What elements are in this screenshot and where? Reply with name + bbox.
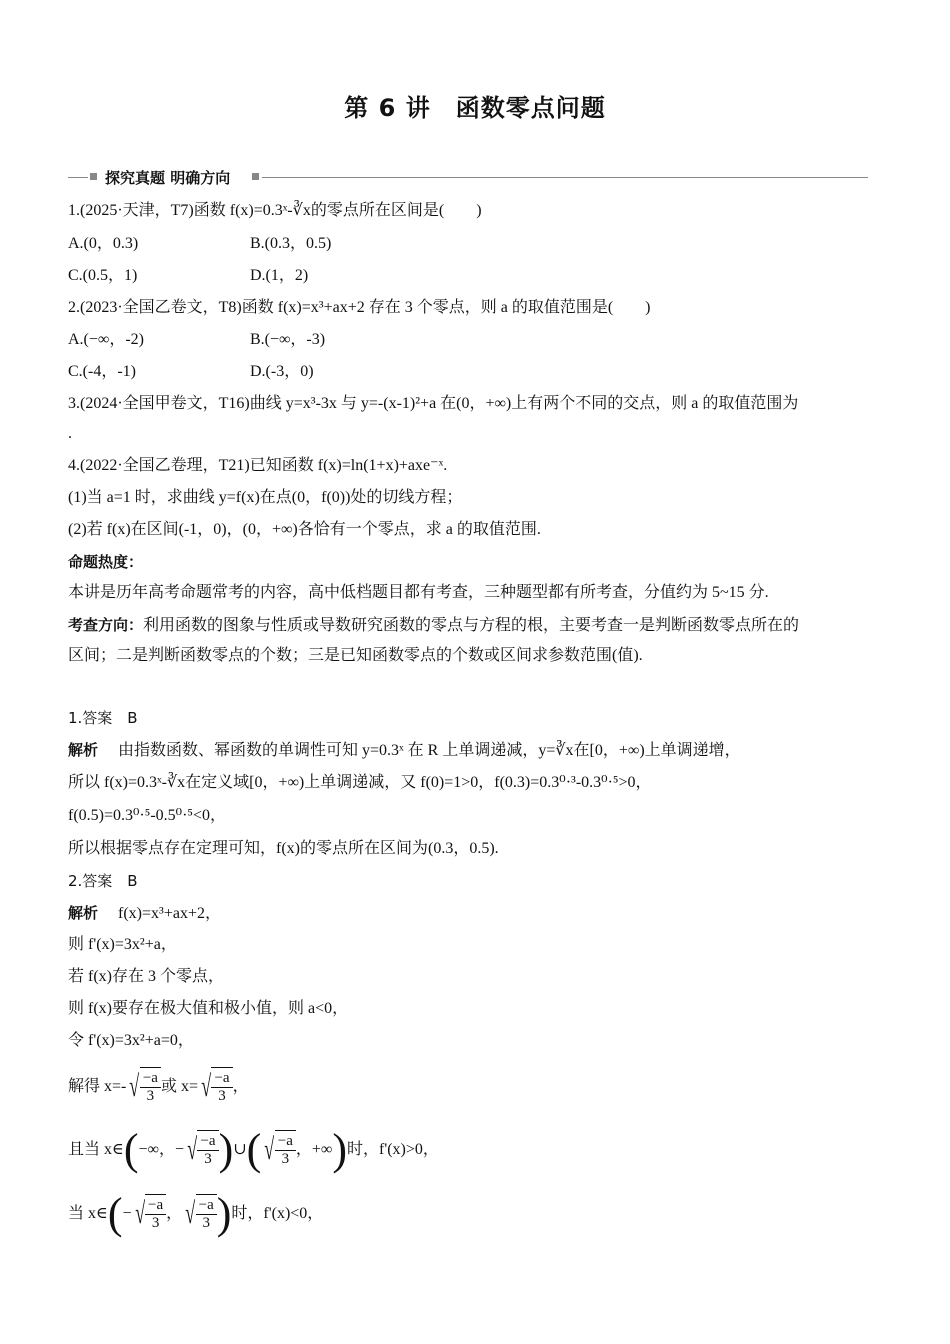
frac-den: 3 bbox=[202, 1215, 210, 1231]
q2-option-c: C.(-4，-1) bbox=[68, 363, 136, 380]
sqrt-neg-a-over-3 bbox=[198, 1067, 233, 1107]
page-title: 第 6 讲 函数零点问题 bbox=[344, 94, 606, 122]
minus-sign: − bbox=[122, 1205, 132, 1222]
divider-square-left bbox=[90, 173, 97, 180]
ans2-l7-neg-inf: −∞，− bbox=[138, 1141, 184, 1158]
ans1-label: 解析 bbox=[68, 741, 99, 759]
left-paren: ( bbox=[123, 1125, 139, 1174]
q2-options-row2 bbox=[68, 361, 314, 383]
sqrt-sign: √ bbox=[264, 1133, 275, 1166]
sqrt-neg-a-over-3 bbox=[126, 1067, 161, 1107]
sqrt-neg-a-over-3 bbox=[182, 1194, 217, 1234]
q1-option-d: D.(1，2) bbox=[250, 267, 309, 284]
sqrt-neg-a-over-3 bbox=[184, 1130, 219, 1170]
ans2-line1 bbox=[68, 902, 221, 925]
ans2-text1: f(x)=x³+ax+2， bbox=[118, 905, 221, 922]
heat-label: 命题热度： bbox=[68, 553, 144, 571]
section-label: 探究真题 明确方向 bbox=[105, 169, 231, 187]
q2-options-row1 bbox=[68, 329, 326, 351]
right-paren: ) bbox=[218, 1125, 234, 1174]
frac-den: 3 bbox=[218, 1088, 226, 1104]
ans1-line2: 所以 f(x)=0.3ˣ-∛x在定义域[0，+∞)上单调递减，又 f(0)=1>0，f(0.3)=0.3⁰·³-0.3⁰·⁵>0， bbox=[68, 774, 652, 791]
sqrt-sign: √ bbox=[129, 1070, 140, 1103]
sqrt-sign: √ bbox=[187, 1133, 198, 1166]
ans2-l6-end: ， bbox=[232, 1078, 249, 1095]
ans2-line4: 则 f(x)要存在极大值和极小值，则 a<0， bbox=[68, 1000, 349, 1017]
ans2-line8 bbox=[68, 1186, 323, 1242]
divider-square-right bbox=[252, 173, 259, 180]
ans2-l6-or: 或 x= bbox=[160, 1078, 198, 1095]
q4-part1: (1)当 a=1 时，求曲线 y=f(x)在点(0，f(0))处的切线方程； bbox=[68, 489, 463, 506]
q2-option-d: D.(-3，0) bbox=[250, 363, 314, 380]
direction-text1: 利用函数的图象与性质或导数研究函数的零点与方程的根，主要考查一是判断函数零点所在的 bbox=[143, 617, 800, 634]
ans2-l7-prefix: 且当 x∈ bbox=[68, 1141, 124, 1158]
right-paren: ) bbox=[216, 1189, 232, 1238]
ans2-l7-pos-inf: ，+∞ bbox=[295, 1141, 333, 1158]
q1-option-b: B.(0.3，0.5) bbox=[250, 235, 332, 252]
ans2-line6 bbox=[68, 1062, 249, 1112]
ans2-line7 bbox=[68, 1122, 439, 1178]
q1-option-c: C.(0.5，1) bbox=[68, 267, 138, 284]
direction-label: 考查方向： bbox=[68, 616, 144, 634]
section-header bbox=[68, 167, 868, 187]
ans1-line3: f(0.5)=0.3⁰·⁵-0.5⁰·⁵<0， bbox=[68, 807, 227, 824]
ans2-l8-prefix: 当 x∈ bbox=[68, 1205, 108, 1222]
frac-num: −a bbox=[196, 1197, 217, 1215]
ans2-line2: 则 f'(x)=3x²+a， bbox=[68, 936, 177, 953]
divider-left bbox=[68, 177, 88, 178]
q2-option-b: B.(−∞，-3) bbox=[250, 331, 326, 348]
ans2-l8-end: 时，f'(x)<0， bbox=[231, 1205, 324, 1222]
ans2-l6-prefix: 解得 x=- bbox=[68, 1078, 127, 1095]
divider-right bbox=[262, 177, 868, 178]
q1-option-a: A.(0，0.3) bbox=[68, 235, 139, 252]
frac-num: −a bbox=[211, 1070, 232, 1088]
comma: ， bbox=[166, 1205, 183, 1222]
sqrt-neg-a-over-3 bbox=[132, 1194, 167, 1234]
frac-num: −a bbox=[145, 1197, 166, 1215]
frac-num: −a bbox=[140, 1070, 161, 1088]
sqrt-sign: √ bbox=[201, 1070, 212, 1103]
ans2-line3: 若 f(x)存在 3 个零点， bbox=[68, 968, 224, 985]
ans2-l7-cup: ∪ bbox=[233, 1141, 247, 1158]
q3-stem: 3.(2024·全国甲卷文，T16)曲线 y=x³-3x 与 y=-(x-1)²+a 在(0，+∞)上有两个不同的交点，则 a 的取值范围为 bbox=[68, 395, 799, 412]
q2-stem: 2.(2023·全国乙卷文，T8)函数 f(x)=x³+ax+2 存在 3 个零点，则 a 的取值范围是( ) bbox=[68, 299, 651, 316]
ans2-l7-end: 时，f'(x)>0， bbox=[346, 1141, 439, 1158]
frac-den: 3 bbox=[204, 1151, 212, 1167]
left-paren: ( bbox=[246, 1125, 262, 1174]
sqrt-sign: √ bbox=[185, 1197, 196, 1230]
ans1-head: 1.答案 B bbox=[68, 709, 138, 727]
ans1-line1 bbox=[68, 739, 741, 762]
ans1-line4: 所以根据零点存在定理可知，f(x)的零点所在区间为(0.3，0.5). bbox=[68, 840, 499, 857]
sqrt-neg-a-over-3 bbox=[261, 1130, 296, 1170]
q4-stem: 4.(2022·全国乙卷理，T21)已知函数 f(x)=ln(1+x)+axe⁻ˣ. bbox=[68, 457, 448, 474]
frac-den: 3 bbox=[151, 1215, 160, 1231]
left-paren: ( bbox=[107, 1189, 123, 1238]
ans1-text1: 由指数函数、幂函数的单调性可知 y=0.3ˣ 在 R 上单调递减，y=∛x在[0，+∞)上单调递增， bbox=[118, 742, 741, 759]
q1-stem: 1.(2025·天津，T7)函数 f(x)=0.3ˣ-∛x的零点所在区间是( ) bbox=[68, 202, 482, 219]
q3-tail: . bbox=[68, 425, 72, 442]
q1-options-row2 bbox=[68, 265, 309, 287]
frac-num: −a bbox=[197, 1133, 218, 1151]
heat-text: 本讲是历年高考命题常考的内容，高中低档题目都有考查，三种题型都有所考查，分值约为 5~15 分. bbox=[68, 584, 769, 601]
q4-part2: (2)若 f(x)在区间(-1，0)，(0，+∞)各恰有一个零点，求 a 的取值范围. bbox=[68, 521, 541, 538]
ans2-label: 解析 bbox=[68, 904, 99, 922]
ans2-head: 2.答案 B bbox=[68, 872, 138, 890]
direction-line1 bbox=[68, 614, 799, 637]
q1-options-row1 bbox=[68, 233, 332, 255]
sqrt-sign: √ bbox=[134, 1197, 145, 1230]
frac-den: 3 bbox=[146, 1088, 155, 1104]
direction-line2: 区间；二是判断函数零点的个数；三是已知函数零点的个数或区间求参数范围(值). bbox=[68, 647, 643, 664]
frac-den: 3 bbox=[281, 1151, 290, 1167]
q2-option-a: A.(−∞，-2) bbox=[68, 331, 144, 348]
right-paren: ) bbox=[332, 1125, 347, 1174]
ans2-line5: 令 f'(x)=3x²+a=0， bbox=[68, 1032, 194, 1049]
frac-num: −a bbox=[275, 1133, 296, 1151]
